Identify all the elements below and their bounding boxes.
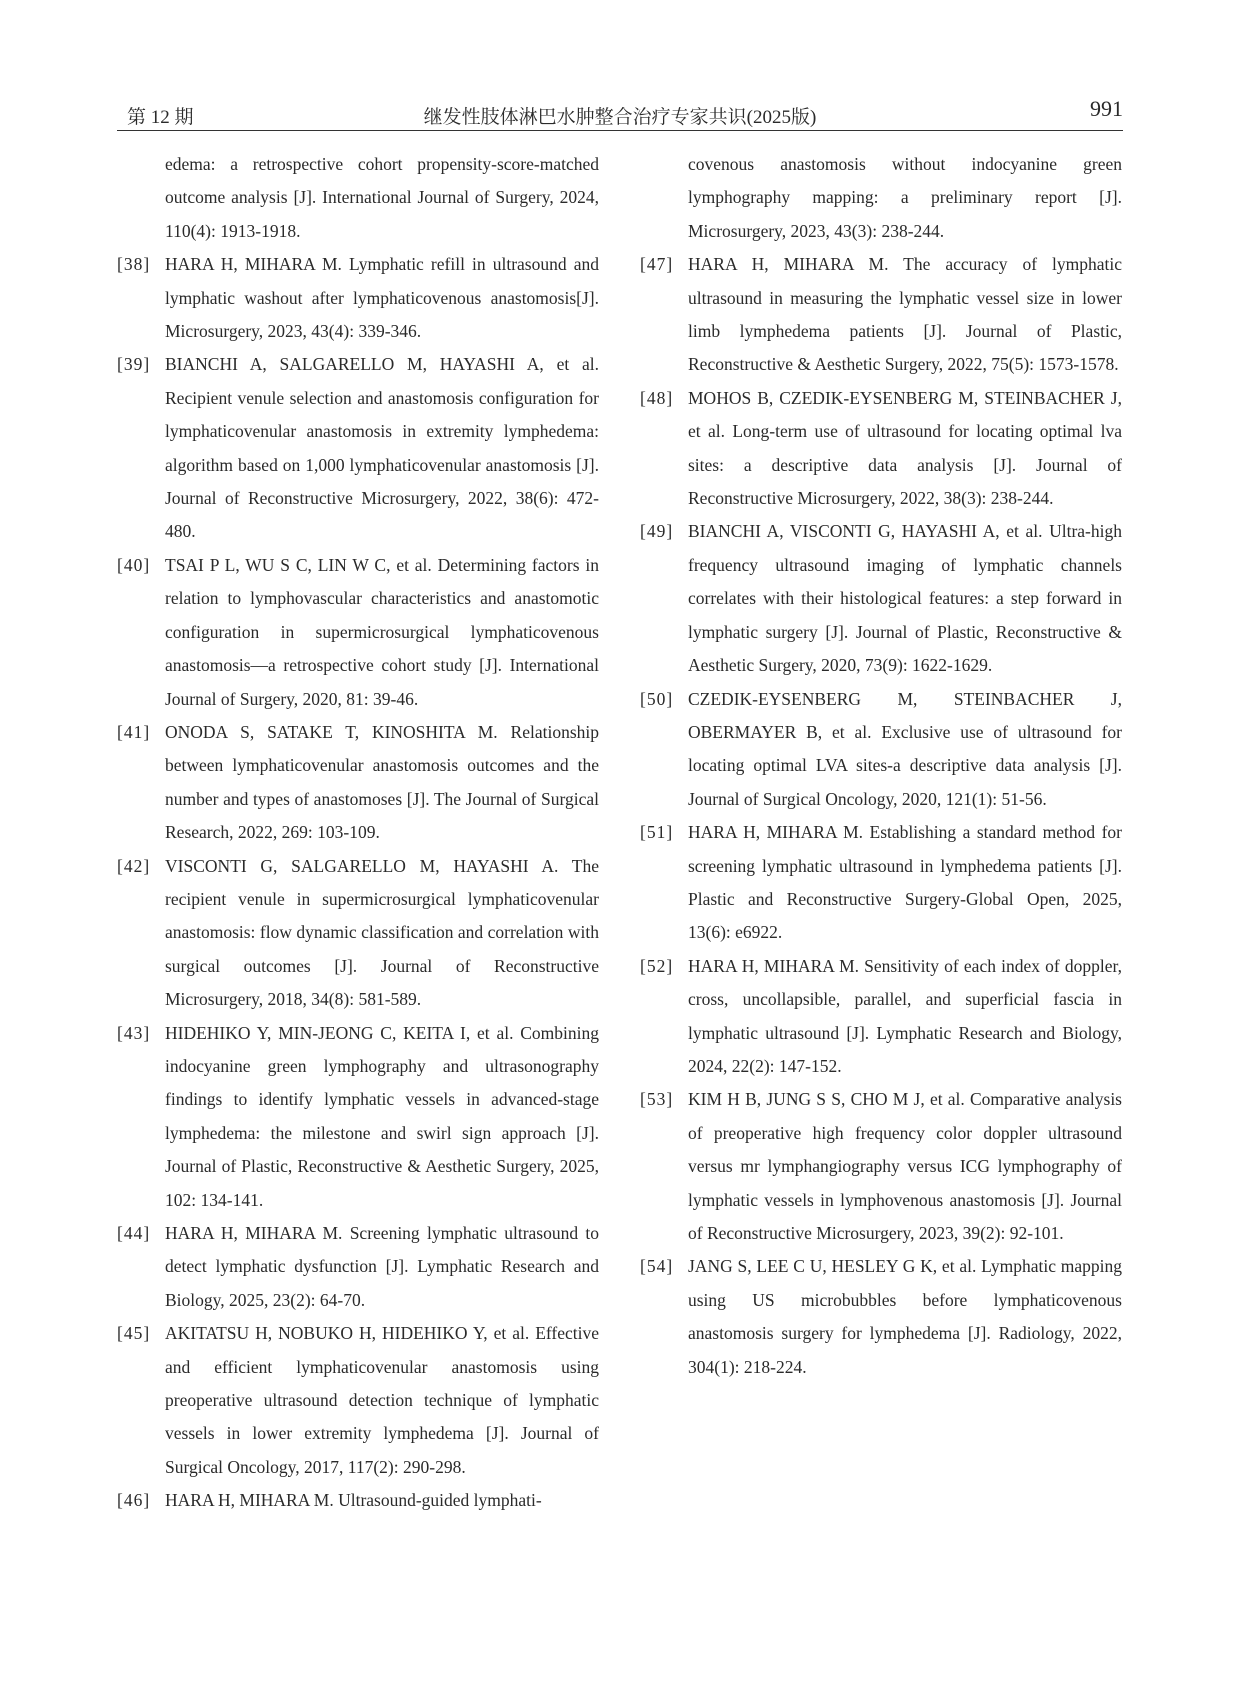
reference-text: HARA H, MIHARA M. Establishing a standard method for screening lymphatic ultrasound in lymphedema patients [J]. Plastic and Reconstructive Surgery-Global Open, 2025, 13(6): e6922.: [688, 822, 1122, 943]
page-number: 991: [1090, 96, 1123, 121]
reference-text: KIM H B, JUNG S S, CHO M J, et al. Comparative analysis of preoperative high frequency color doppler ultrasound versus mr lymphangiography versus ICG lymphography of lymphatic vessels in lymphovenous anastomosis [J]. Journal of Reconstructive Microsurgery, 2023, 39(2): 92-101.: [688, 1089, 1122, 1243]
reference-number: [49]: [640, 521, 674, 542]
reference-text: JANG S, LEE C U, HESLEY G K, et al. Lymphatic mapping using US microbubbles before lymphaticovenous anastomosis surgery for lymphedema [J]. Radiology, 2022, 304(1): 218-224.: [688, 1256, 1122, 1377]
reference-entry: [117, 148, 599, 248]
reference-number: [40]: [117, 554, 151, 575]
left-column: [117, 148, 599, 1518]
reference-number: [54]: [640, 1256, 674, 1277]
reference-text: AKITATSU H, NOBUKO H, HIDEHIKO Y, et al. Effective and efficient lymphaticovenular anastomosis using preoperative ultrasound detection technique of lymphatic vessels in lower extremity lymphedema [J]. Journal of Surgical Oncology, 2017, 117(2): 290-298.: [165, 1323, 599, 1477]
reference-entry: [117, 716, 599, 850]
reference-text: TSAI P L, WU S C, LIN W C, et al. Determining factors in relation to lymphovascular characteristics and anastomotic configuration in supermicrosurgical lymphaticovenous anastomosis—a retrospective cohort study [J]. International Journal of Surgery, 2020, 81: 39-46.: [165, 554, 599, 709]
reference-text: HARA H, MIHARA M. Ultrasound-guided lymphati-: [165, 1490, 542, 1511]
reference-entry: [640, 1083, 1122, 1250]
reference-number: [44]: [117, 1223, 151, 1243]
reference-entry: [640, 382, 1122, 516]
reference-entry: [640, 683, 1122, 817]
reference-entry: [640, 816, 1122, 950]
reference-entry: [117, 348, 599, 548]
right-column: [640, 148, 1122, 1384]
reference-number: [42]: [117, 855, 151, 876]
reference-number: [50]: [640, 688, 674, 709]
reference-number: [45]: [117, 1323, 151, 1344]
page-header: [117, 92, 1123, 131]
reference-text: MOHOS B, CZEDIK-EYSENBERG M, STEINBACHER J, et al. Long-term use of ultrasound for locating optimal lva sites: a descriptive data analysis [J]. Journal of Reconstructive Microsurgery, 2022, 38(3): 238-244.: [688, 387, 1122, 509]
reference-text: CZEDIK-EYSENBERG M, STEINBACHER J, OBERMAYER B, et al. Exclusive use of ultrasound for locating optimal LVA sites-a descriptive data analysis [J]. Journal of Surgical Oncology, 2020, 121(1): 51-56.: [688, 688, 1122, 809]
reference-entry: [640, 515, 1122, 682]
running-title: 继发性肢体淋巴水肿整合治疗专家共识(2025版): [423, 107, 817, 128]
reference-text: HIDEHIKO Y, MIN-JEONG C, KEITA I, et al. Combining indocyanine green lymphography and ultrasonography findings to identify lymphatic vessels in advanced-stage lymphedema: the milestone and swirl sign approach [J]. Journal of Plastic, Reconstructive & Aesthetic Surgery, 2025, 102: 134-141.: [165, 1022, 599, 1210]
reference-text: BIANCHI A, SALGARELLO M, HAYASHI A, et al. Recipient venule selection and anastomosis configuration for lymphaticovenular anastomosis in extremity lymphedema: algorithm based on 1,000 lymphaticovenular anastomosis [J]. Journal of Reconstructive Microsurgery, 2022, 38(6): 472-480.: [165, 354, 599, 542]
reference-number: [41]: [117, 721, 151, 742]
reference-entry: [640, 950, 1122, 1084]
reference-number: [47]: [640, 254, 674, 275]
reference-number: [43]: [117, 1022, 151, 1043]
reference-number: [51]: [640, 822, 674, 843]
reference-entry: [640, 148, 1122, 248]
reference-entry: [117, 549, 599, 716]
reference-entry: [640, 248, 1122, 382]
reference-text: VISCONTI G, SALGARELLO M, HAYASHI A. The recipient venule in supermicrosurgical lymphaticovenular anastomosis: flow dynamic classification and correlation with surgical outcomes [J]. Journal of Reconstructive Microsurgery, 2018, 34(8): 581-589.: [165, 855, 599, 1010]
reference-number: [52]: [640, 955, 674, 976]
reference-number: [48]: [640, 387, 674, 408]
issue-number: 第 12 期: [127, 107, 194, 128]
reference-text: ONODA S, SATAKE T, KINOSHITA M. Relationship between lymphaticovenular anastomosis outcomes and the number and types of anastomoses [J]. The Journal of Surgical Research, 2022, 269: 103-109.: [165, 721, 599, 843]
reference-entry: [117, 850, 599, 1017]
reference-text: covenous anastomosis without indocyanine green lymphography mapping: a preliminary report [J]. Microsurgery, 2023, 43(3): 238-244.: [688, 154, 1122, 241]
reference-number: [53]: [640, 1089, 674, 1110]
reference-entry: [117, 248, 599, 348]
reference-text: HARA H, MIHARA M. Lymphatic refill in ultrasound and lymphatic washout after lymphaticovenous anastomosis[J]. Microsurgery, 2023, 43(4): 339-346.: [165, 254, 599, 342]
reference-text: HARA H, MIHARA M. The accuracy of lymphatic ultrasound in measuring the lymphatic vessel size in lower limb lymphedema patients [J]. Journal of Plastic, Reconstructive & Aesthetic Surgery, 2022, 75(5): 1573-1578.: [688, 254, 1122, 375]
reference-text: HARA H, MIHARA M. Screening lymphatic ultrasound to detect lymphatic dysfunction [J]. Lymphatic Research and Biology, 2025, 23(2): 64-70.: [165, 1223, 599, 1310]
reference-number: [46]: [117, 1490, 151, 1511]
reference-number: [39]: [117, 354, 151, 375]
reference-entry: [117, 1017, 599, 1217]
reference-text: BIANCHI A, VISCONTI G, HAYASHI A, et al. Ultra-high frequency ultrasound imaging of lymphatic channels correlates with their histological features: a step forward in lymphatic surgery [J]. Journal of Plastic, Reconstructive & Aesthetic Surgery, 2020, 73(9): 1622-1629.: [688, 521, 1122, 676]
reference-number: [38]: [117, 254, 151, 275]
reference-text: HARA H, MIHARA M. Sensitivity of each index of doppler, cross, uncollapsible, parallel, and superficial fascia in lymphatic ultrasound [J]. Lymphatic Research and Biology, 2024, 22(2): 147-152.: [688, 955, 1122, 1076]
reference-entry: [117, 1317, 599, 1484]
reference-entry: [640, 1250, 1122, 1384]
reference-entry: [117, 1484, 599, 1517]
reference-entry: [117, 1217, 599, 1317]
reference-text: edema: a retrospective cohort propensity-score-matched outcome analysis [J]. International Journal of Surgery, 2024, 110(4): 1913-1918.: [165, 154, 599, 241]
